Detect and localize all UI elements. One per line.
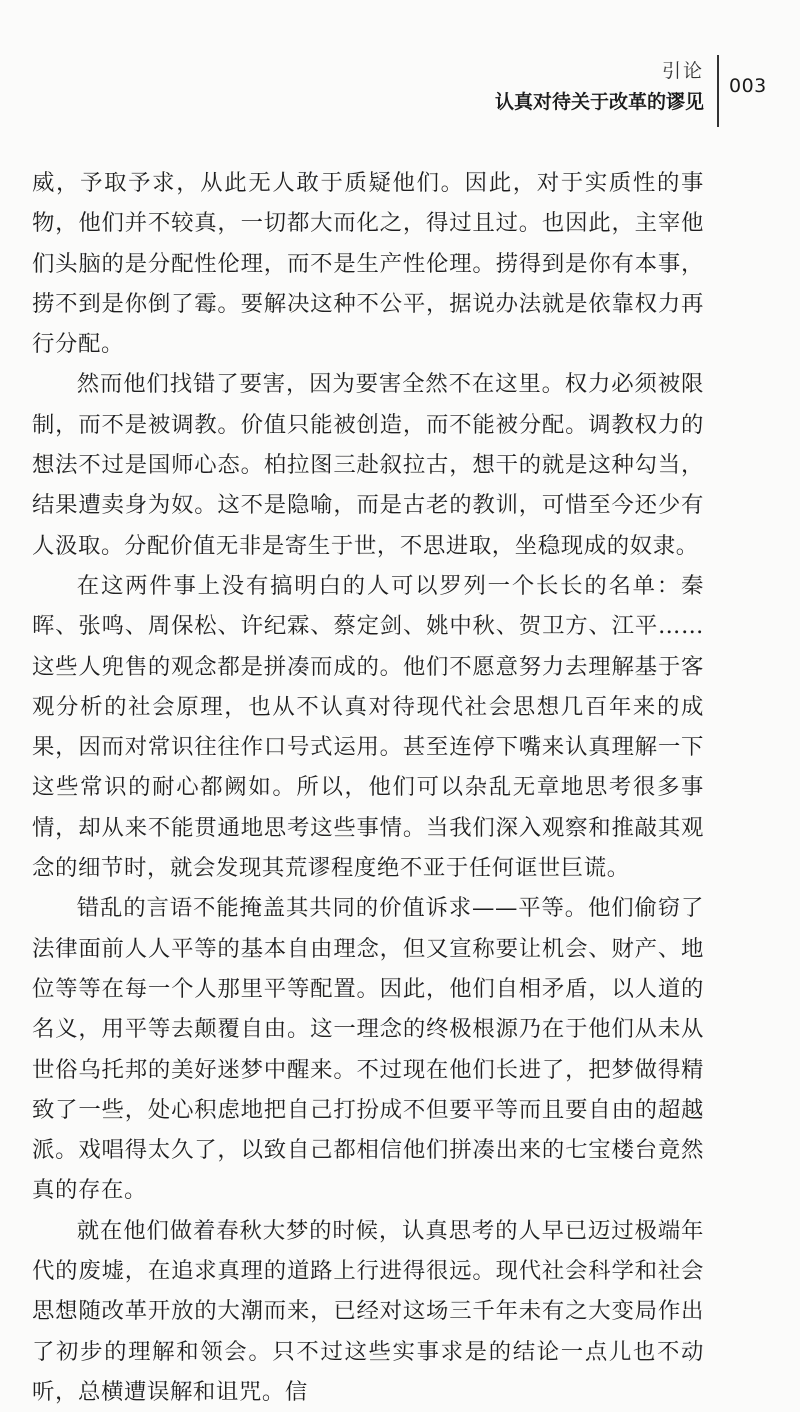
page-number: 003 [729, 75, 767, 97]
paragraph: 然而他们找错了要害，因为要害全然不在这里。权力必须被限制，而不是被调教。价值只能被创造，而不能被分配。调教权力的想法不过是国师心态。柏拉图三赴叙拉古，想干的就是这种勾当，结果遭卖身为奴。这不是隐喻，而是古老的教训，可惜至今还少有人汲取。分配价值无非是寄生于世，不思进取，坐稳现成的奴隶。 [32, 371, 704, 559]
paragraph: 就在他们做着春秋大梦的时候，认真思考的人早已迈过极端年代的废墟，在追求真理的道路上行进得很远。现代社会科学和社会思想随改革开放的大潮而来，已经对这场三千年未有之大变局作出了初步的理解和领会。只不过这些实事求是的结论一点儿也不动听，总横遭误解和诅咒。信 [32, 1217, 704, 1405]
chapter-title: 认真对待关于改革的谬见 [494, 91, 704, 113]
running-head [495, 58, 704, 116]
header-divider [717, 55, 719, 127]
section-label: 引论 [661, 60, 704, 82]
paragraph-continued: 威，予取予求，从此无人敢于质疑他们。因此，对于实质性的事物，他们并不较真，一切都大而化之，得过且过。也因此，主宰他们头脑的是分配性伦理，而不是生产性伦理。捞得到是你有本事，捞不到是你倒了霉。要解决这种不公平，据说办法就是依靠权力再行分配。 [32, 170, 704, 358]
body-text [32, 163, 704, 1412]
paragraph: 在这两件事上没有搞明白的人可以罗列一个长长的名单：秦晖、张鸣、周保松、许纪霖、蔡定剑、姚中秋、贺卫方、江平……这些人兜售的观念都是拼凑而成的。他们不愿意努力去理解基于客观分析的社会原理，也从不认真对待现代社会思想几百年来的成果，因而对常识往往作口号式运用。甚至连停下嘴来认真理解一下这些常识的耐心都阙如。所以，他们可以杂乱无章地思考很多事情，却从来不能贯通地思考这些事情。当我们深入观察和推敲其观念的细节时，就会发现其荒谬程度绝不亚于任何诓世巨谎。 [32, 572, 704, 882]
paragraph: 错乱的言语不能掩盖其共同的价值诉求——平等。他们偷窃了法律面前人人平等的基本自由理念，但又宣称要让机会、财产、地位等等在每一个人那里平等配置。因此，他们自相矛盾，以人道的名义，用平等去颠覆自由。这一理念的终极根源乃在于他们从未从世俗乌托邦的美好迷梦中醒来。不过现在他们长进了，把梦做得精致了一些，处心积虑地把自己打扮成不但要平等而且要自由的超越派。戏唱得太久了，以致自己都相信他们拼凑出来的七宝楼台竟然真的存在。 [32, 895, 704, 1204]
